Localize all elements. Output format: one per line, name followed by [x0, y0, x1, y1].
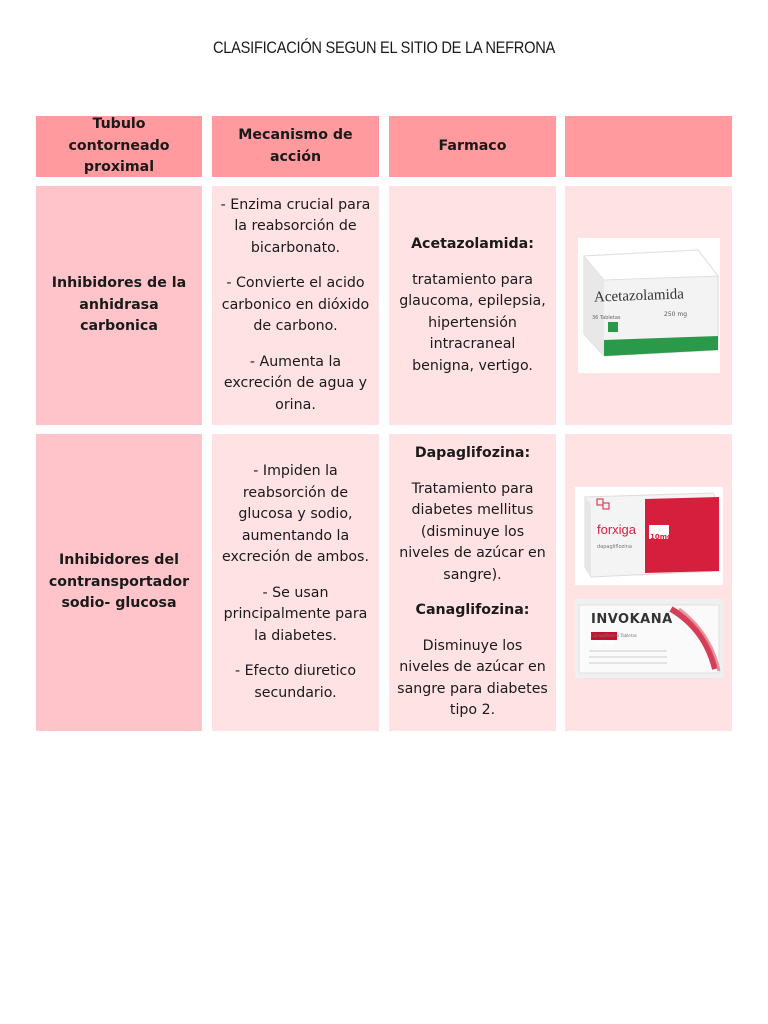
row1-mechanism-item: - Aumenta la excreción de agua y orina.	[223, 353, 368, 413]
forxiga-dose: 10mg	[650, 533, 673, 541]
header-col-image	[565, 116, 732, 177]
row1-mechanism	[212, 186, 379, 425]
row1-class-label: Inhibidores de la anhidrasa carbonica	[51, 275, 187, 335]
header-col-site	[36, 116, 202, 177]
row1-mechanism-item: - Enzima crucial para la reabsorción de bicarbonato.	[220, 196, 371, 256]
acetazolamida-dose: 250 mg	[664, 311, 688, 318]
header-col-drug-label: Farmaco	[438, 137, 507, 154]
row2-class	[36, 434, 202, 731]
forxiga-box-image	[575, 487, 723, 585]
invokana-dose: 300 mg	[593, 640, 614, 646]
header-col-site-label: Tubulo contorneado proximal	[68, 116, 170, 176]
header-col-mechanism	[212, 116, 379, 177]
row1-image-cell	[565, 186, 732, 425]
invokana-note: Canagliflozina Tabletas	[591, 633, 637, 638]
row1-class	[36, 186, 202, 425]
drug-use: Disminuye los niveles de azúcar en sangre para diabetes tipo 2.	[397, 637, 548, 719]
row2-mechanism-item: - Impiden la reabsorción de glucosa y sodio, aumentando la excreción de ambos.	[222, 463, 369, 565]
header-col-mechanism-label: Mecanismo de acción	[238, 127, 353, 165]
drug-name: Canaglifozina:	[415, 602, 530, 619]
drug-use: tratamiento para glaucoma, epilepsia, hipertensión intracraneal benigna, vertigo.	[399, 271, 546, 374]
row2-mechanism	[212, 434, 379, 731]
forxiga-note: dapagliflozina	[597, 544, 632, 550]
drug-name: Acetazolamida:	[411, 236, 534, 252]
drug-name: Dapaglifozina:	[414, 445, 531, 462]
page-title: CLASIFICACIÓN SEGUN EL SITIO DE LA NEFRONA	[212, 38, 556, 57]
acetazolamida-note: 36 Tabletas	[592, 315, 621, 321]
row2-image-cell	[565, 434, 732, 731]
row2-drug	[389, 434, 556, 731]
row2-class-label: Inhibidores del contransportador sodio- glucosa	[48, 552, 190, 612]
acetazolamida-box-image	[578, 238, 720, 373]
row1-mechanism-item: - Convierte el acido carbonico en dióxido de carbono.	[221, 275, 370, 335]
row1-drug	[389, 186, 556, 425]
row2-mechanism-item: - Se usan principalmente para la diabetes.	[223, 584, 368, 644]
header-col-drug	[389, 116, 556, 177]
invokana-brand: INVOKANA	[591, 612, 673, 627]
row2-mechanism-item: - Efecto diuretico secundario.	[234, 663, 357, 701]
forxiga-brand: forxiga	[597, 522, 637, 537]
acetazolamida-brand: Acetazolamida	[593, 286, 685, 306]
invokana-box-image	[575, 599, 723, 678]
drug-use: Tratamiento para diabetes mellitus (disminuye los niveles de azúcar en sangre).	[399, 480, 546, 583]
